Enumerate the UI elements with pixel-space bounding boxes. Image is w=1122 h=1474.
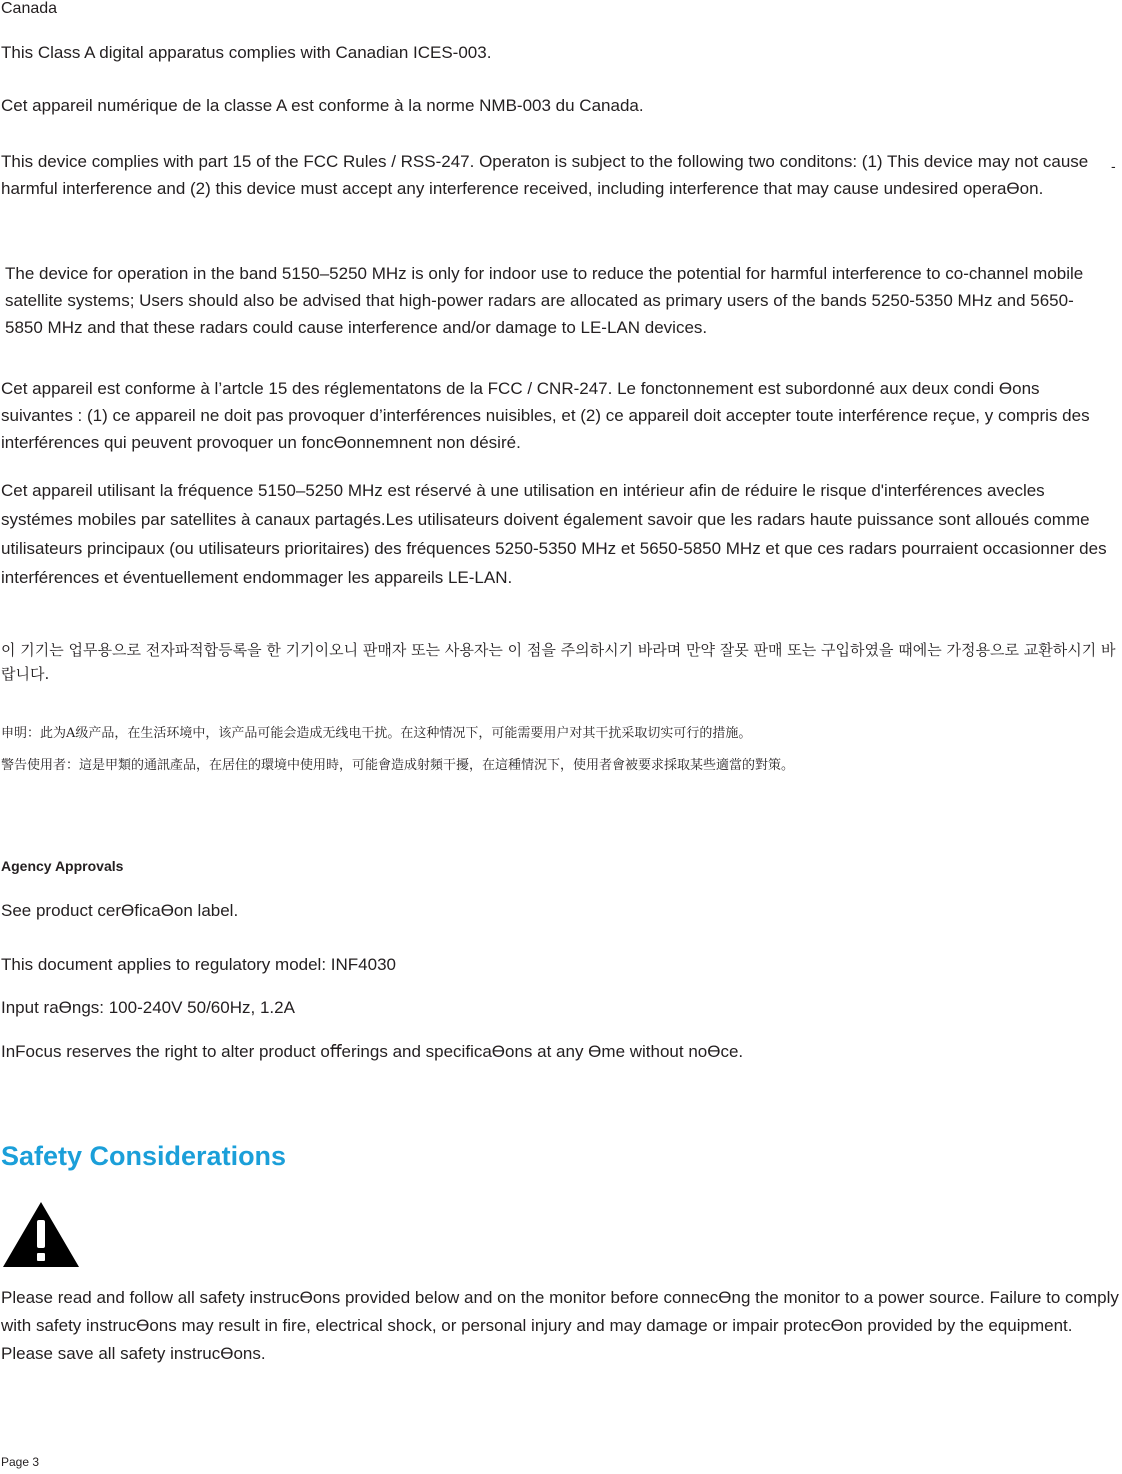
certification-label-note: See product cerƟficaƟon label. — [1, 901, 239, 920]
korea-notice: 이 기기는 업무용으로 전자파적합등록을 한 기기이오니 판매자 또는 사용자는 이 점을 주의하시기 바라며 만약 잘못 판매 또는 구입하였을 때에는 가정용으로 교환하시기 바랍니다. — [1, 641, 1116, 683]
band-statement-en: The device for operation in the band 5150–5250 MHz is only for indoor use to reduce the potential for harmful interference to co-channel mobile satellite systems; Users should also be advised that high-power radars are allocated as primary users of the bands 5250-5350 MHz and 5650-5850 MHz and that these radars could cause interference and/or damage to LE-LAN devices. — [5, 264, 1084, 337]
taiwan-notice: 警告使用者：這是甲類的通訊產品，在居住的環境中使用時，可能會造成射頻干擾，在這種情況下，使用者會被要求採取某些適當的對策。 — [1, 758, 795, 773]
dash-mark: - — [1111, 158, 1116, 174]
band-statement-fr: Cet appareil utilisant la fréquence 5150–5250 MHz est réservé à une utilisation en intérieur afin de réduire le risque d'interférences avecles systémes mobiles par satellites à canaux partagés.Les utilisateurs doivent également savoir que les radars haute puissance sont alloués comme utilisateurs principaux (ou utilisateurs prioritaires) des fréquences 5250-5350 MHz et 5650-5850 MHz et que ces radars pourraient occasionner des interférences et éventuellement endommager les appareils LE-LAN. — [1, 481, 1107, 587]
rights-reserved-line: InFocus reserves the right to alter product oﬀerings and speciﬁcaƟons at any Ɵme without noƟce. — [1, 1042, 744, 1061]
page-number: Page 3 — [1, 1455, 40, 1469]
agency-approvals-heading: Agency Approvals — [1, 858, 124, 874]
ices-statement-fr: Cet appareil numérique de la classe A est conforme à la norme NMB-003 du Canada. — [1, 96, 644, 115]
input-ratings-line: Input raƟngs: 100-240V 50/60Hz, 1.2A — [1, 998, 295, 1017]
ices-statement-en: This Class A digital apparatus complies with Canadian ICES-003. — [1, 43, 492, 62]
regulatory-model-line: This document applies to regulatory model: INF4030 — [1, 955, 396, 974]
safety-considerations-heading: Safety Considerations — [1, 1141, 287, 1171]
fcc-statement-fr: Cet appareil est conforme à l’artcle 15 des réglementatons de la FCC / CNR-247. Le fonctonnement est subordonné aux deux condi Ɵons suivantes : (1) ce appareil ne doit pas provoquer d’interférences nuisibles, et (2) ce appareil doit accepter toute interférence reçue, y compris des interférences qui peuvent provoquer un foncƟonnemnent non désiré. — [1, 379, 1090, 452]
fcc-statement-en: This device complies with part 15 of the FCC Rules / RSS-247. Operaton is subject to the following two conditons: (1) This device may not cause harmful interference and (2) this device must accept any interference received, including interference that may cause undesired operaƟon. — [1, 152, 1089, 198]
safety-instructions-paragraph: Please read and follow all safety instrucƟons provided below and on the monitor before connecƟng the monitor to a power source. Failure to comply with safety instrucƟons may result in ﬁre, electrical shock, or personal injury and may damage or impair protecƟon provided by the equipment. Please save all safety instrucƟons. — [1, 1288, 1119, 1363]
china-notice: 申明：此为A级产品，在生活环境中，该产品可能会造成无线电干扰。在这种情况下，可能需要用户对其干扰采取切实可行的措施。 — [1, 726, 752, 741]
warning-triangle-icon — [2, 1200, 80, 1268]
section-heading-canada: Canada — [1, 0, 58, 17]
